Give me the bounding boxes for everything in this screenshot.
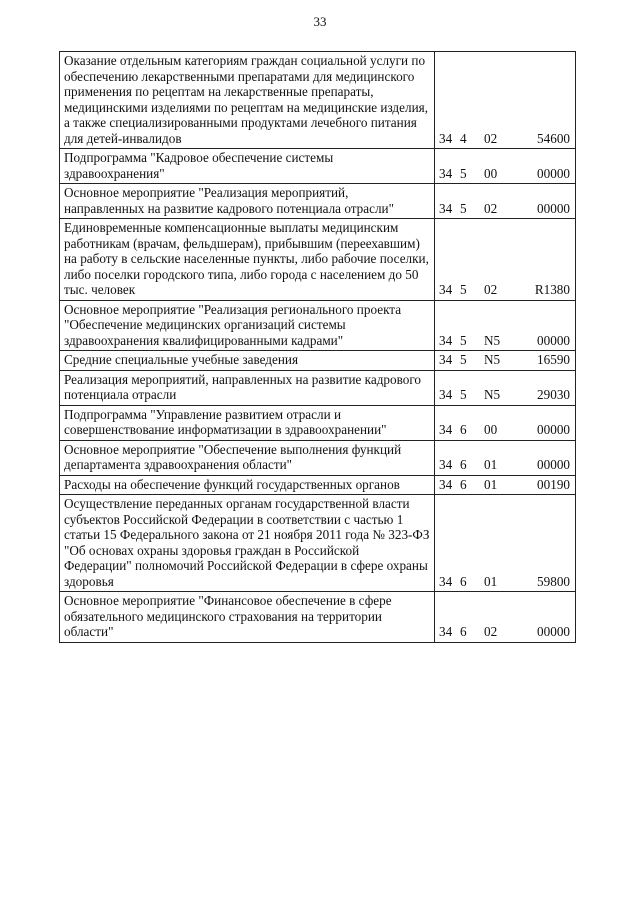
event-code: 00 [484,422,498,437]
program-code: 34 [439,476,453,492]
row-name-cell: Расходы на обеспечение функций государственных органов [60,475,435,495]
event-code: N5 [484,387,501,402]
table-row [60,495,576,592]
table-row [60,405,576,440]
row-code-cell [435,219,576,301]
table-body [60,52,576,643]
event-code: 02 [484,624,498,639]
event-code: 01 [484,457,498,472]
program-code: 34 [439,165,453,181]
event-code: 02 [484,282,498,297]
event-code: 02 [484,200,498,216]
table-row [60,592,576,643]
row-code-cell [435,300,576,351]
program-code: 34 [439,422,453,437]
subprogram-code: 6 [460,624,467,639]
page-number: 33 [313,14,327,29]
row-code-cell [435,475,576,495]
row-name-cell: Оказание отдельным категориям граждан социальной услуги по обеспечению лекарственными препаратами для медицинского применения по рецептам на лекарственные препараты, медицинскими изделиями по рецептам на медицинские изделия, а также специализированными продуктами лечебного питания для детей-инвалидов [60,52,435,149]
table-row [60,184,576,219]
subprogram-code: 6 [460,422,467,437]
program-code: 34 [439,457,453,472]
row-code-cell [435,495,576,592]
table-row [60,370,576,405]
event-code: 02 [484,130,498,146]
table-row [60,300,576,351]
program-code: 34 [439,200,453,216]
row-name-cell: Осуществление переданных органам государственной власти субъектов Российской Федерации в соответствии с частью 1 статьи 15 Федерального закона от 21 ноября 2011 года № 323-ФЗ "Об основах охраны здоровья граждан в Российской Федерации" полномочий Российской Федерации в сфере охраны здоровья [60,495,435,592]
direction-code: 16590 [537,352,570,367]
subprogram-code: 5 [460,332,467,348]
direction-code: 59800 [537,573,570,589]
row-name-cell: Основное мероприятие "Реализация мероприятий, направленных на развитие кадрового потенциала отрасли" [60,184,435,219]
row-code-cell [435,149,576,184]
budget-classification-table [59,51,576,643]
subprogram-code: 4 [460,130,467,146]
row-name-cell: Основное мероприятие "Финансовое обеспечение в сфере обязательного медицинского страхования на территории области" [60,592,435,643]
table-row [60,149,576,184]
direction-code: 54600 [537,130,570,146]
row-name-cell: Средние специальные учебные заведения [60,351,435,371]
row-code-cell [435,52,576,149]
direction-code: 00000 [537,200,570,216]
table-row [60,52,576,149]
row-code-cell [435,592,576,643]
event-code: N5 [484,352,501,367]
subprogram-code: 5 [460,200,467,216]
subprogram-code: 5 [460,165,467,181]
program-code: 34 [439,282,453,297]
table-row [60,219,576,301]
event-code: 01 [484,476,498,492]
row-name-cell: Основное мероприятие "Обеспечение выполнения функций департамента здравоохранения области" [60,440,435,475]
direction-code: 00000 [537,624,570,639]
table-row [60,475,576,495]
subprogram-code: 6 [460,457,467,472]
row-code-cell [435,370,576,405]
subprogram-code: 5 [460,387,467,402]
row-code-cell [435,351,576,371]
subprogram-code: 6 [460,476,467,492]
direction-code: R1380 [534,282,570,297]
subprogram-code: 5 [460,352,467,367]
program-code: 34 [439,387,453,402]
event-code: N5 [484,332,501,348]
row-name-cell: Основное мероприятие "Реализация регионального проекта "Обеспечение медицинских организаций системы здравоохранения квалифицированными кадрами" [60,300,435,351]
direction-code: 00000 [537,422,570,437]
subprogram-code: 6 [460,573,467,589]
program-code: 34 [439,624,453,639]
event-code: 01 [484,573,498,589]
direction-code: 00000 [537,165,570,181]
direction-code: 00000 [537,332,570,348]
program-code: 34 [439,130,453,146]
event-code: 00 [484,165,498,181]
program-code: 34 [439,573,453,589]
row-code-cell [435,184,576,219]
direction-code: 00000 [537,457,570,472]
table-row [60,440,576,475]
row-name-cell: Единовременные компенсационные выплаты медицинским работникам (врачам, фельдшерам), прибывшим (переехавшим) на работу в сельские населенные пункты, либо рабочие поселки, либо поселки городского типа, либо города с населением до 50 тыс. человек [60,219,435,301]
program-code: 34 [439,332,453,348]
program-code: 34 [439,352,453,367]
direction-code: 29030 [537,387,570,402]
row-name-cell: Подпрограмма "Кадровое обеспечение системы здравоохранения" [60,149,435,184]
row-code-cell [435,440,576,475]
row-name-cell: Реализация мероприятий, направленных на развитие кадрового потенциала отрасли [60,370,435,405]
row-code-cell [435,405,576,440]
table-row [60,351,576,371]
row-name-cell: Подпрограмма "Управление развитием отрасли и совершенствование информатизации в здравоохранении" [60,405,435,440]
direction-code: 00190 [537,476,570,492]
subprogram-code: 5 [460,282,467,297]
